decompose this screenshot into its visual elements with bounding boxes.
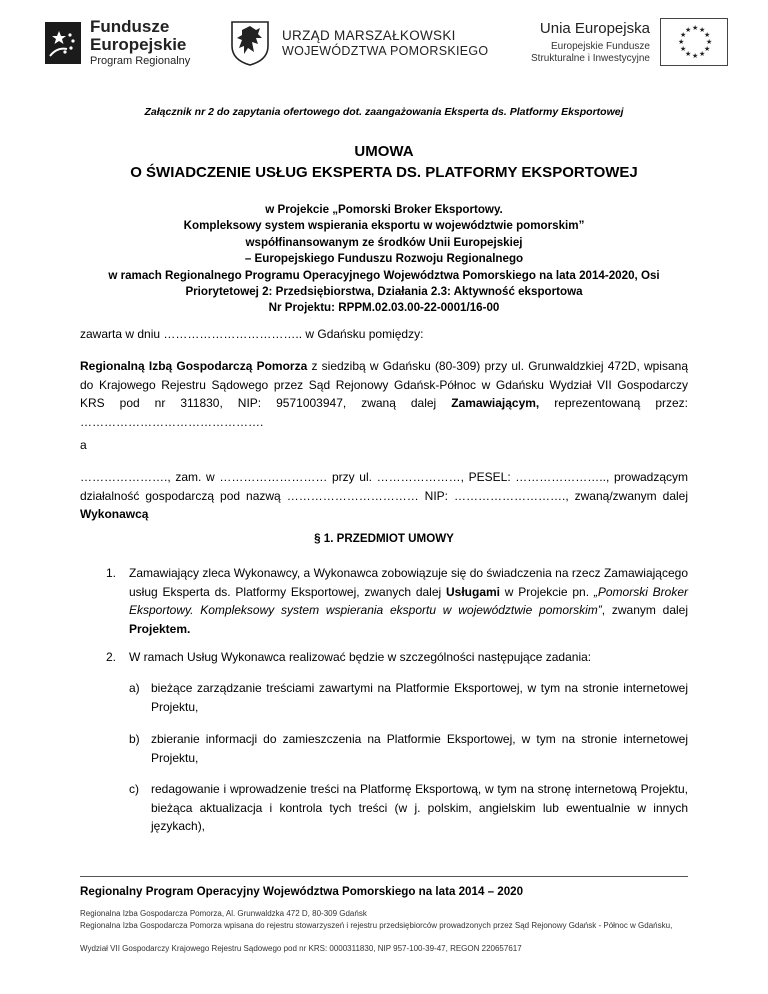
eu-flag-icon xyxy=(660,18,728,66)
svg-text:★: ★ xyxy=(703,31,711,39)
griffin-crest-icon xyxy=(230,20,270,66)
footer-krs: Wydział VII Gospodarczy Krajowego Rejestru Sądowego pod nr KRS: 0000311830, NIP 957-100-39-47, REGON 220657617 xyxy=(80,944,522,953)
project-line: w Projekcie „Pomorski Broker Eksportowy. xyxy=(265,203,503,216)
item-one-project-name: „Pomorski Broker Eksportowy. Kompleksowy system wspierania eksportu w województwie pomorskim” xyxy=(129,584,688,617)
project-line: w ramach Regionalnego Programu Operacyjnego Województwa Pomorskiego na lata 2014-2020, Osi xyxy=(108,268,660,282)
item-one-text2: w Projekcie pn. xyxy=(500,584,594,599)
subitem-letter: a) xyxy=(129,681,140,695)
project-line: współfinansowanym ze środków Unii Europejskiej xyxy=(245,235,523,249)
subitem-b: zbieranie informacji do zamieszczenia na Platformie Eksportowej, w tym na stronie internetowej Projektu, xyxy=(151,732,688,765)
party-one-name: Regionalną Izbą Gospodarczą Pomorza xyxy=(80,359,308,373)
um-line1: URZĄD MARSZAŁKOWSKI xyxy=(282,28,456,44)
project-number: Nr Projektu: RPPM.02.03.00-22-0001/16-00 xyxy=(268,301,500,315)
contract-title: UMOWA xyxy=(354,143,414,160)
item-two: W ramach Usług Wykonawca realizować będzie w szczególności następujące zadania: xyxy=(129,650,592,664)
and-connector: a xyxy=(80,438,87,452)
footer-address: Regionalna Izba Gospodarcza Pomorza, Al. Grunwaldzka 472 D, 80-309 Gdańsk xyxy=(80,909,367,918)
svg-text:★: ★ xyxy=(698,26,706,34)
ue-line2: Europejskie Fundusze xyxy=(551,41,650,53)
subitem-c: redagowanie i wprowadzenie treści na Platformę Eksportową, w tym na stronę internetową Projektu, bieżąca aktualizacja i kontrola tych treści (w j. polskim, angielskim lub ewentualnie w innych językach), xyxy=(151,782,688,833)
item-one-projekt: Projektem. xyxy=(129,621,191,636)
project-line: Kompleksowy system wspierania eksportu w województwie pomorskim” xyxy=(183,219,585,233)
svg-text:★: ★ xyxy=(679,45,687,53)
unia-europejska-logo xyxy=(531,18,728,66)
footer-title: Regionalny Program Operacyjny Województwa Pomorskiego na lata 2014 – 2020 xyxy=(80,885,524,898)
ue-line3: Strukturalne i Inwestycyjne xyxy=(531,52,650,64)
party-two-role: Wykonawcą xyxy=(80,507,149,521)
party-one-rep: reprezentowaną przez: ………………………………………. xyxy=(80,396,688,429)
footer-divider xyxy=(80,876,688,877)
subitem-letter: c) xyxy=(129,782,139,796)
urzad-marszalkowski-logo xyxy=(230,20,488,66)
party-one xyxy=(80,357,688,431)
fundusze-star-icon xyxy=(45,22,81,64)
party-one-role: Zamawiającym, xyxy=(451,396,540,410)
svg-text:★: ★ xyxy=(703,45,711,53)
subitem-letter: b) xyxy=(129,732,140,746)
item-number: 2. xyxy=(106,650,117,664)
um-line2: WOJEWÓDZTWA POMORSKIEGO xyxy=(282,43,489,58)
svg-text:★: ★ xyxy=(677,38,685,46)
svg-text:★: ★ xyxy=(698,50,706,58)
contract-subtitle: O ŚWIADCZENIE USŁUG EKSPERTA DS. PLATFORMY EKSPORTOWEJ xyxy=(130,164,638,181)
item-one xyxy=(129,564,688,638)
fe-line3: Program Regionalny xyxy=(90,54,191,67)
fundusze-europejskie-logo xyxy=(45,18,190,67)
svg-text:★: ★ xyxy=(691,24,699,32)
subitem-a: bieżące zarządzanie treściami zawartymi na Platformie Eksportowej, w tym na stronie internetowej Projektu, xyxy=(151,681,688,714)
item-one-text3: , zwanym dalej xyxy=(601,603,688,617)
ue-line1: Unia Europejska xyxy=(539,20,650,37)
party-two-text: …………………., zam. w ……………………… przy ul. …………………, PESEL: ………………….., prowadzącym działalność gospodarczą pod nazwą …………………………… NIP: ………………………., zwaną/zwanym dalej xyxy=(80,470,688,503)
header-logos xyxy=(0,0,768,80)
item-one-text: Zamawiający zleca Wykonawcy, a Wykonawca zobowiązuje się do świadczenia na rzecz Zamawiającego usług Eksperta ds. Platformy Eksportowej, zwanych dalej xyxy=(129,566,688,599)
project-description xyxy=(76,202,692,317)
annex-note: Załącznik nr 2 do zapytania ofertowego dot. zaangażowania Eksperta ds. Platformy Eksportowej xyxy=(144,106,624,118)
party-two xyxy=(80,468,688,524)
svg-text:★: ★ xyxy=(684,26,692,34)
fe-line2: Europejskie xyxy=(90,34,187,54)
concluded-date: zawarta w dniu …………………………….. w Gdańsku pomiędzy: xyxy=(80,327,424,341)
party-one-text: z siedzibą w Gdańsku (80-309) przy ul. Grunwaldzkiej 472D, wpisaną do Krajowego Rejestru Sądowego przez Sąd Rejonowy Gdańsk-Północ w Gdańsku Wydział VII Gospodarczy KRS pod nr 311830, NIP: 9571003947, zwaną dalej xyxy=(80,359,688,410)
svg-text:★: ★ xyxy=(684,50,692,58)
project-line: – Europejskiego Funduszu Rozwoju Regionalnego xyxy=(244,252,524,266)
fe-line1: Fundusze xyxy=(90,17,170,36)
svg-text:★: ★ xyxy=(705,38,713,46)
item-number: 1. xyxy=(106,566,117,580)
svg-text:★: ★ xyxy=(691,52,699,60)
item-one-uslugi: Usługami xyxy=(445,584,500,599)
footer-registry: Regionalna Izba Gospodarcza Pomorza wpisana do rejestru stowarzyszeń i rejestru przedsiębiorców prowadzonych przez Sąd Rejonowy Gdańsk - Północ w Gdańsku, xyxy=(80,921,673,930)
project-line: Priorytetowej 2: Przedsiębiorstwa, Działania 2.3: Aktywność eksportowa xyxy=(185,285,583,299)
section-heading: § 1. PRZEDMIOT UMOWY xyxy=(314,532,454,545)
svg-text:★: ★ xyxy=(679,31,687,39)
